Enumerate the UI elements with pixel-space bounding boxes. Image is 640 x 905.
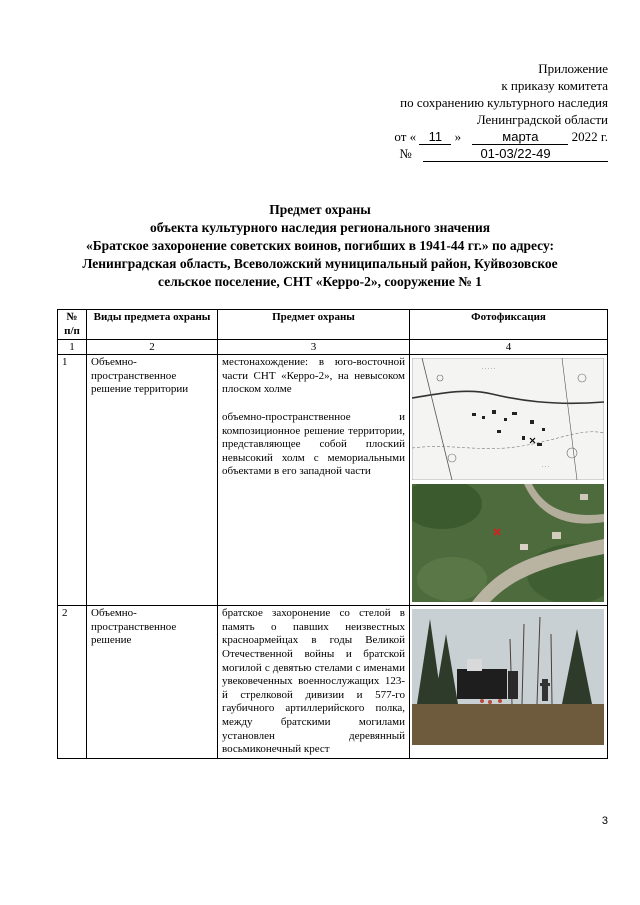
table-row (58, 355, 608, 606)
header-kind: Виды предмета охраны (87, 310, 218, 340)
document-title (40, 201, 600, 291)
page-number: 3 (601, 815, 608, 827)
date-close-quote: » (454, 129, 462, 144)
table-header-row (58, 310, 608, 340)
date-month: марта (472, 129, 568, 145)
col-number-3: 3 (218, 340, 410, 355)
row-kind: Объемно-пространственное решение (87, 606, 218, 759)
document-header (308, 60, 608, 162)
date-prefix: от « (394, 129, 417, 144)
row-number: 2 (58, 606, 87, 759)
col-number-1: 1 (58, 340, 87, 355)
row-photos (410, 606, 608, 759)
col-number-4: 4 (410, 340, 608, 355)
header-photo: Фотофиксация (410, 310, 608, 340)
subject-location: местонахождение: в юго-восточной части СНТ «Керро-2», на невысоком плоском холме (222, 356, 405, 396)
subject-burial: братское захоронение со стелой в память о павших неизвестных красноармейцах в годы Великой Отечественной войны и братской могилой с девятью стелами с именами увековеченных военнослужащих 123-й стрелковой дивизии и 577-го гаубичного артиллерийского полка, между братскими могилами установлен деревянный восьмиконечный крест (222, 607, 405, 756)
order-number-line (308, 145, 608, 162)
header-subject: Предмет охраны (218, 310, 410, 340)
row-photos (410, 355, 608, 606)
row-subject (218, 606, 410, 759)
title-line-1: Предмет охраны (269, 202, 371, 217)
topographic-map-image (412, 358, 604, 480)
table-row (58, 606, 608, 759)
order-number: 01-03/22-49 (423, 146, 608, 162)
protection-subject-table (57, 309, 608, 759)
svg-text:· · · · ·: · · · · · (482, 367, 495, 373)
row-subject (218, 355, 410, 606)
title-line-3: «Братское захоронение советских воинов, погибших в 1941-44 гг.» по адресу: (85, 238, 555, 253)
col-number-2: 2 (87, 340, 218, 355)
date-day: 11 (419, 129, 451, 145)
subject-composition: объемно-пространственное и композиционное решение территории, представляющее собой плоский невысокий холм с мемориальными объектами в его западной части (222, 410, 405, 478)
title-line-4: Ленинградская область, Всеволожский муниципальный район, Куйвозовское (82, 256, 558, 271)
aerial-photo-image (412, 484, 604, 602)
date-line (308, 128, 608, 145)
svg-text:· · ·: · · · (542, 465, 550, 471)
row-number: 1 (58, 355, 87, 606)
number-prefix: № (399, 146, 412, 161)
header-number: № п/п (58, 310, 87, 340)
region-line: Ленинградской области (476, 112, 608, 127)
column-number-row (58, 340, 608, 355)
title-line-5: сельское поселение, СНТ «Керро-2», сооружение № 1 (158, 274, 482, 289)
date-year: 2022 г. (571, 129, 608, 144)
row-kind: Объемно-пространственное решение территории (87, 355, 218, 606)
memorial-photo-image (412, 609, 604, 745)
title-line-2: объекта культурного наследия регионального значения (149, 220, 491, 235)
committee-line: по сохранению культурного наследия (400, 95, 608, 110)
order-ref-line: к приказу комитета (501, 78, 608, 93)
appendix-label: Приложение (538, 61, 608, 76)
